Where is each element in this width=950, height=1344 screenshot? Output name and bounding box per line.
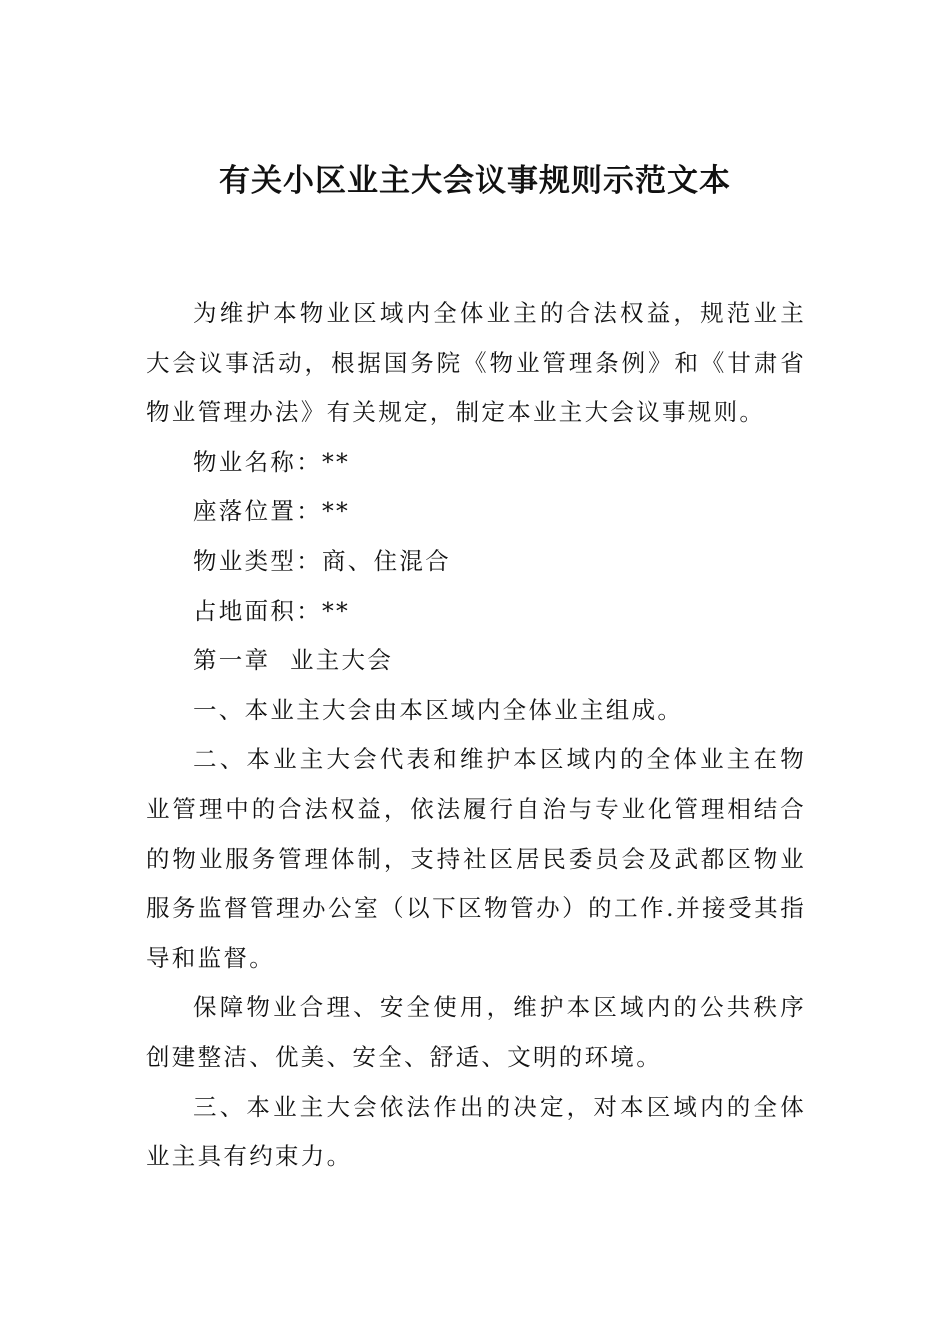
land-area-line: 占地面积：** [193, 596, 351, 625]
property-location-line: 座落位置：** [193, 497, 351, 526]
property-name-line: 物业名称：** [193, 447, 351, 476]
article-two-continued-paragraph: 保障物业合理、安全使用，维护本区域内的公共秩序创建整洁、优美、安全、舒适、文明的环境。 [146, 993, 806, 1071]
article-two-paragraph: 二、本业主大会代表和维护本区域内的全体业主在物业管理中的合法权益，依法履行自治与专业化管理相结合的物业服务管理体制，支持社区居民委员会及武都区物业服务监督管理办公室（以下区物管办）的工作.并接受其指导和监督。 [146, 745, 806, 972]
document-title: 有关小区业主大会议事规则示范文本 [219, 163, 731, 199]
article-three-paragraph: 三、本业主大会依法作出的决定，对本区域内的全体业主具有约束力。 [146, 1092, 806, 1171]
document-body [146, 289, 806, 1182]
preamble-paragraph: 为维护本物业区域内全体业主的合法权益，规范业主大会议事活动，根据国务院《物业管理条例》和《甘肃省物业管理办法》有关规定，制定本业主大会议事规则。 [146, 299, 806, 427]
article-one-paragraph: 一、本业主大会由本区域内全体业主组成。 [193, 695, 684, 724]
property-type-line: 物业类型：商、住混合 [193, 546, 451, 575]
chapter-heading: 第一章 业主大会 [193, 646, 394, 675]
